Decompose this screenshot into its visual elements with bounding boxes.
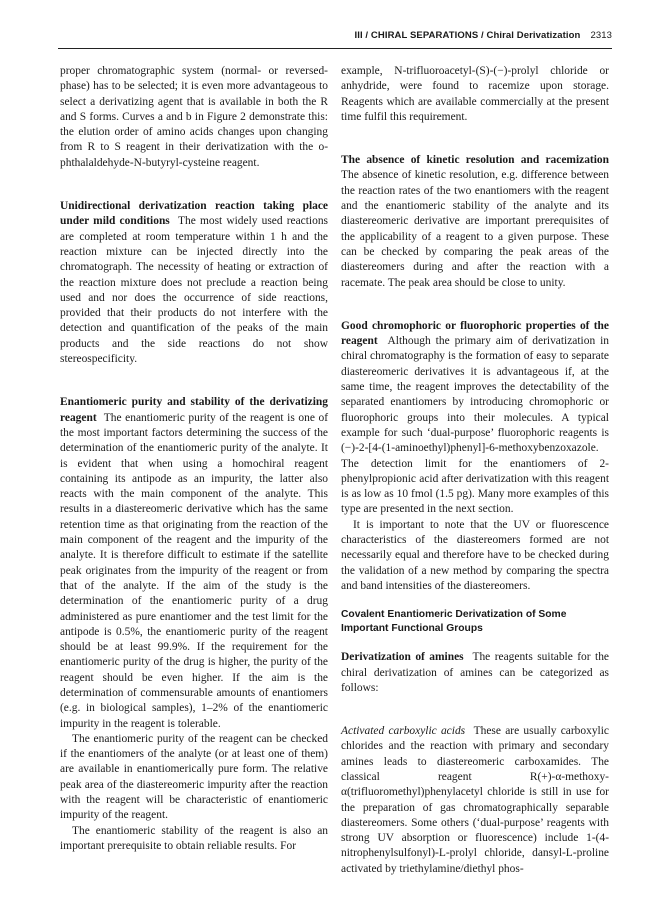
text-carboxylic-acids: These are usually carboxylic chlorides and the reaction with primary and secondary amines leads to diastereomeric carboxamides. The classical reagent R(+)-α-methoxy-α(trifluoromethyl)phenylacetyl chloride is still in use for the preparation of gas chromatographically separable diastereomers. Some others (‘dual-purpose’ reagents with strong UV absorption or fluorescence) include 1-(4-nitrophenylsulfonyl)-L-prolyl chloride, dansyl-L-proline activated by triethylamine/diethyl phos- xyxy=(341,725,609,875)
section-heading-covalent-derivatization: Covalent Enantiomeric Derivatization of Some Important Functional Groups xyxy=(341,609,567,635)
left-column xyxy=(60,64,328,854)
text-enantiomeric-purity: The enantiomeric purity of the reagent is one of the most important factors determining the success of the determination of the enantiomeric purity of the analyte. It is evident that when using a homochiral reagent containing its antipode as an impurity, the latter also reacts with the main component of the analyte. This results in a diastereomeric derivative which has the same retention time as that originating from the reaction of the main component of the reagent and the impurity of the analyte. It is therefore difficult to estimate if the satellite peak originates from the impurity of the reagent or from that of the analyte. If the aim of the study is the determination of the enantiomeric purity of a drug administered as pure enantiomer and the test limit for the antipode is 0.5%, the enantiomeric purity of the reagent should be at least 99.9%. If the requirement for the enantiomeric purity of the drug is higher, the purity of the reagent should be even higher. If the aim is the determination of commensurable amounts of enantiomers (e.g. in biological samples), 1–2% of the enantiomeric impurity in the reagent is tolerable. xyxy=(60,411,328,730)
heading-kinetic-resolution: The absence of kinetic resolution and racemization xyxy=(341,154,609,167)
text-unidirectional: The most widely used reactions are completed at room temperature within 1 h and the reaction mixture can be injected directly into the chromatograph. The necessity of heating or extraction of the reaction mixture does not preclude a reaction being used and nor does the occurrence of side reactions, provided that their products do not interfere with the detection and quantification of the peaks of the main products and the side reactions do not show stereospecificity. xyxy=(60,215,328,366)
running-title: III / CHIRAL SEPARATIONS / Chiral Derivatization xyxy=(354,30,581,41)
heading-enantiomeric-purity: Enantiomeric purity and stability of the derivatizing reagent xyxy=(60,396,328,424)
paragraph-chromophoric xyxy=(341,319,609,518)
heading-carboxylic-acids: Activated carboxylic acids xyxy=(341,725,466,738)
paragraph-racemize-example: example, N-trifluoroacetyl-(S)-(−)-prolyl chloride or anhydride, were found to racemize upon storage. Reagents which are available commercially at the present time fulfil this requirement. xyxy=(341,65,609,123)
paragraph-uv-fluorescence: It is important to note that the UV or fluorescence characteristics of the diastereomers formed are not necessarily equal and therefore have to be checked during the validation of a new method by comparing the spectra and band intensities of the diastereomers. xyxy=(341,518,609,592)
heading-chromophoric: Good chromophoric or fluorophoric properties of the reagent xyxy=(341,319,609,348)
paragraph-amines xyxy=(341,650,609,696)
text-chromophoric: Although the primary aim of derivatization in chiral chromatography is the formation of easy to separate diastereomeric derivatives it is advantageous if, at the same time, the reagent improves the detectability of the separated enantiomers by introducing chromophoric or fluorophoric groups into their molecules. A typical example for such ‘dual-purpose’ fluorophoric reagents is (−)-2-[4-(1-aminoethyl)phenyl]-6-methoxybenzoxazole. The detection limit for the enantiomers of 2-phenylpropionic acid after derivatization with this reagent is as low as 10 fmol (1.5 pg). Many more examples of this type are presented in the next section. xyxy=(341,335,610,516)
right-column xyxy=(341,64,609,877)
paragraph-purity-check: The enantiomeric purity of the reagent can be checked if the enantiomers of the analyte (or at least one of them) are available in enantiomerically pure form. The relative peak area of the diastereomeric impurity after the reaction with the reagent will be characteristic of enantiomeric impurity of the reagent. xyxy=(60,732,328,822)
running-header-text xyxy=(354,30,612,41)
text-amines: The reagents suitable for the chiral derivatization of amines can be categorized as follows: xyxy=(341,651,609,694)
paragraph-unidirectional xyxy=(60,199,328,367)
paragraph-enantiomeric-purity xyxy=(60,395,328,732)
page-number: 2313 xyxy=(590,30,612,41)
header-rule xyxy=(58,48,612,49)
text-kinetic-resolution: The absence of kinetic resolution, e.g. difference between the reaction rates of the two enantiomers with the reagent and the enantiomeric stability of the analyte and its diastereomeric derivative are important prerequisites of the applicability of a reagent to a given purpose. These can be checked by comparing the peak areas of the diastereomers during and after the reaction with a racemate. The peak area should be close to unity. xyxy=(341,169,609,289)
paragraph-stability: The enantiomeric stability of the reagent is also an important prerequisite to obtain reliable results. For xyxy=(60,824,328,852)
heading-unidirectional: Unidirectional derivatization reaction taking place under mild conditions xyxy=(60,200,328,228)
running-header xyxy=(0,30,668,46)
heading-amines: Derivatization of amines xyxy=(341,651,464,664)
paragraph-carboxylic-acids xyxy=(341,724,609,877)
paragraph-kinetic-resolution xyxy=(341,153,609,291)
paragraph-continuation: proper chromatographic system (normal- or reversed-phase) has to be selected; it is even more advantageous to select a derivatizing agent that is available in both the R and S forms. Curves a and b in Figure 2 demonstrate this: the elution order of amino acids changes upon changing from R to S reagent in their derivatization with the o-phthalaldehyde-N-butyryl-cysteine reagent. xyxy=(60,65,328,169)
